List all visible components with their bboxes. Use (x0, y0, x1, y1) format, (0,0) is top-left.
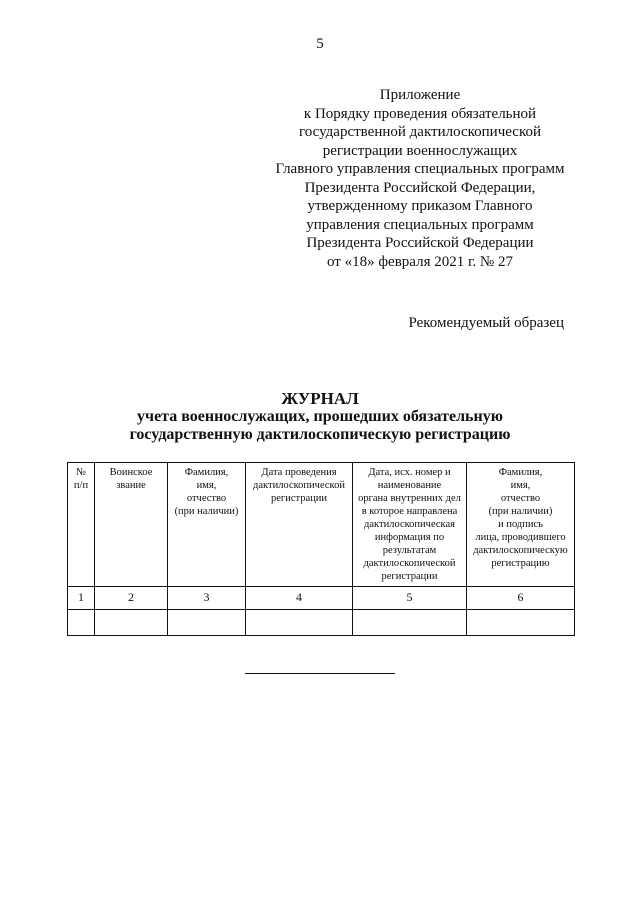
column-number: 6 (467, 587, 575, 610)
header-line: результатам (382, 545, 437, 556)
header-line: п/п (73, 480, 89, 491)
journal-title-line: учета военнослужащих, прошедших обязательную (137, 408, 503, 425)
header-line: Фамилия, (184, 467, 229, 478)
appendix-line: регистрации военнослужащих (322, 142, 518, 159)
header-line: регистрацию (491, 558, 550, 569)
header-line: и подпись (498, 519, 543, 530)
appendix-line: утвержденному приказом Главного (307, 198, 533, 214)
empty-cell (353, 610, 467, 636)
header-line: звание (116, 480, 146, 491)
header-line: лица, проводившего (475, 532, 566, 543)
sample-note: Рекомендуемый образец (408, 315, 564, 331)
header-line: наименование (377, 480, 442, 491)
header-line: (при наличии) (174, 506, 239, 517)
appendix-line: Главного управления специальных программ (275, 161, 565, 177)
header-cell (353, 463, 467, 587)
appendix-line: от «18» февраля 2021 г. № 27 (326, 253, 513, 270)
header-line: (при наличии) (488, 506, 553, 517)
header-cell (68, 463, 95, 587)
header-line: дактилоскопической (253, 480, 345, 491)
header-line: Воинское (109, 467, 153, 478)
empty-cell (95, 610, 168, 636)
page-number: 5 (316, 36, 324, 52)
header-cell (467, 463, 575, 587)
appendix-line: государственной дактилоскопической (299, 124, 541, 140)
column-number: 2 (95, 587, 168, 610)
appendix-line: управления специальных программ (306, 216, 534, 233)
header-line: регистрации (271, 493, 327, 504)
table-header-row (68, 463, 575, 587)
header-line: Дата, исх. номер и (368, 467, 451, 478)
empty-entry-row (68, 610, 575, 636)
appendix-line: к Порядку проведения обязательной (303, 105, 537, 122)
header-line: имя, (196, 480, 217, 491)
header-line: органа внутренних дел (358, 493, 461, 504)
header-line: регистрации (381, 571, 438, 582)
column-number: 5 (353, 587, 467, 610)
header-line: дактилоскопической (363, 558, 456, 569)
registration-table (67, 462, 575, 636)
journal-title-line: государственную дактилоскопическую регистрацию (129, 426, 511, 443)
appendix-line: Президента Российской Федерации, (304, 179, 536, 196)
empty-cell (246, 610, 353, 636)
header-line: № (75, 467, 87, 478)
column-number-row (68, 587, 575, 610)
appendix-line: Приложение (379, 87, 461, 103)
header-line: отчество (500, 493, 541, 504)
header-line: информация по (374, 532, 445, 543)
header-cell (246, 463, 353, 587)
column-number: 1 (68, 587, 95, 610)
header-line: Фамилия, (498, 467, 543, 478)
header-cell (168, 463, 246, 587)
header-cell (95, 463, 168, 587)
header-line: отчество (186, 493, 227, 504)
header-line: Дата проведения (261, 467, 337, 478)
column-number: 4 (246, 587, 353, 610)
header-line: дактилоскопическую (473, 545, 568, 556)
appendix-block (250, 86, 590, 271)
signature-line (245, 673, 395, 674)
journal-title-line: ЖУРНАЛ (281, 389, 359, 408)
header-line: имя, (510, 480, 531, 491)
empty-cell (467, 610, 575, 636)
empty-cell (68, 610, 95, 636)
appendix-line: Президента Российской Федерации (306, 235, 534, 251)
column-number: 3 (168, 587, 246, 610)
empty-cell (168, 610, 246, 636)
header-line: дактилоскопическая (364, 519, 455, 530)
journal-title (0, 390, 640, 444)
header-line: в которое направлена (361, 506, 458, 517)
